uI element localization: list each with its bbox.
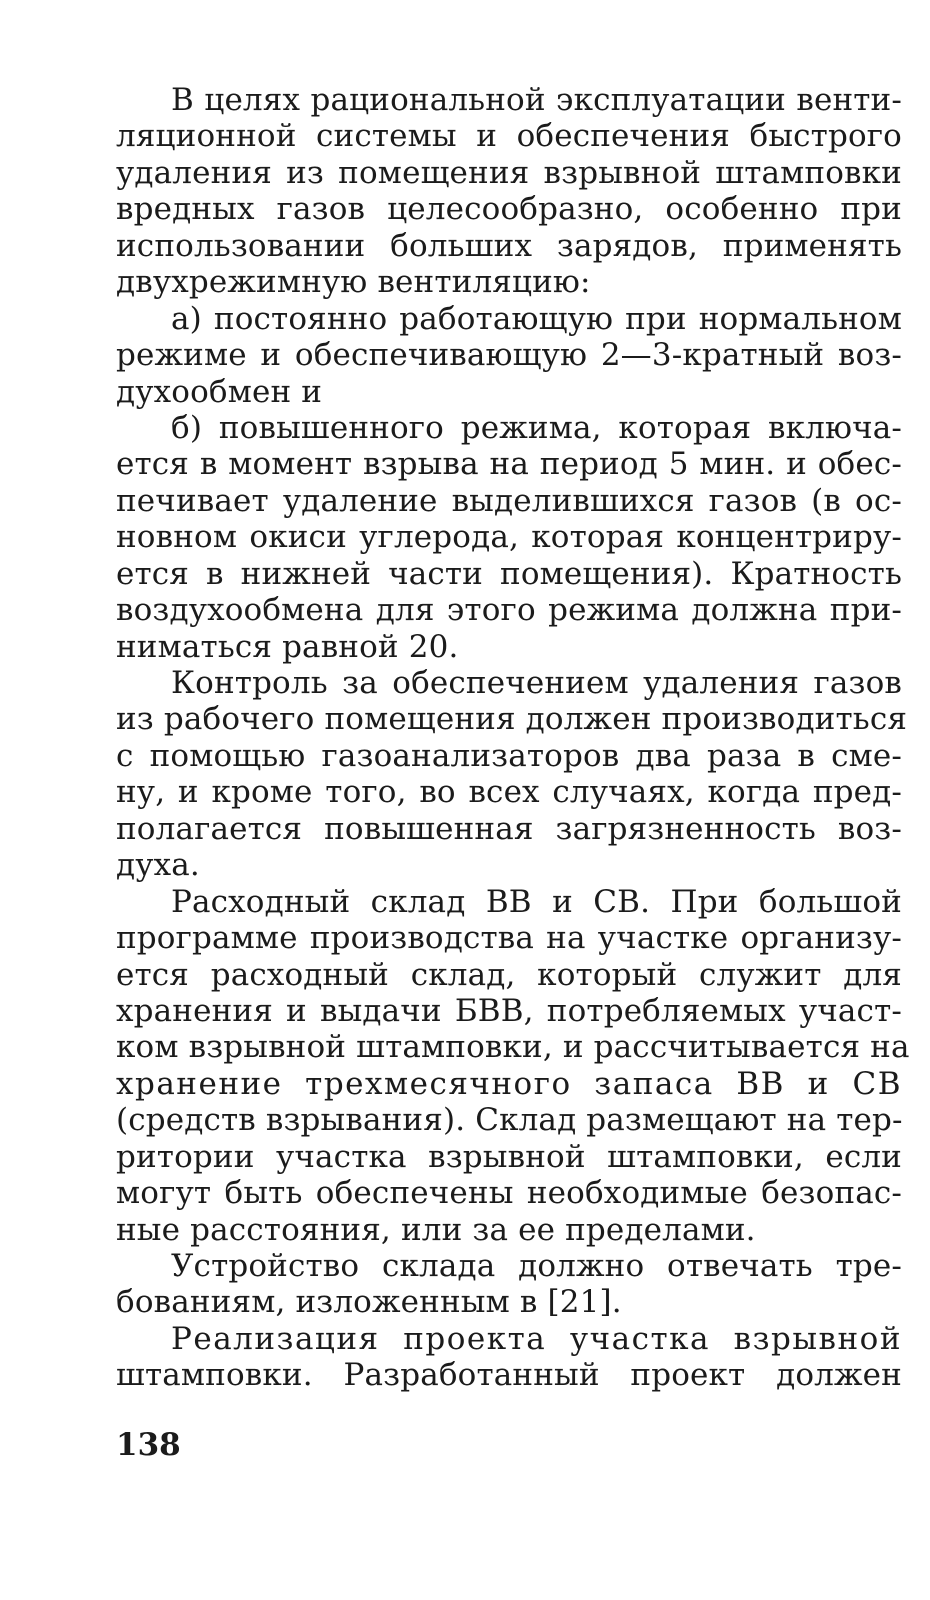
- text-line: режиме и обеспечивающую 2—3-кратный воз-: [116, 337, 902, 374]
- page-number: 138: [116, 1427, 181, 1463]
- text-line: Устройство склада должно отвечать тре-: [171, 1248, 902, 1284]
- text-line: В целях рациональной эксплуатации венти-: [171, 82, 902, 118]
- text-line: ется расходный склад, который служит для: [116, 956, 902, 993]
- text-line: воздухообмена для этого режима должна при-: [116, 592, 902, 629]
- text-line: а) постоянно работающую при нормальном: [171, 300, 902, 337]
- text-line: с помощью газоанализаторов два раза в сме-: [116, 737, 902, 774]
- text-line: ные расстояния, или за ее пределами.: [116, 1211, 756, 1248]
- text-line: духа.: [116, 847, 200, 884]
- text-line: хранение трехмесячного запаса ВВ и СВ: [116, 1065, 902, 1102]
- text-line: ется в нижней части помещения). Кратность: [116, 555, 902, 592]
- text-line: (средств взрывания). Склад размещают на тер-: [116, 1102, 903, 1139]
- text-line: использовании больших зарядов, применять: [116, 227, 902, 264]
- text-line: из рабочего помещения должен производиться: [116, 701, 908, 738]
- text-line: программе производства на участке организу-: [116, 920, 902, 957]
- text-line: могут быть обеспечены необходимые безопас-: [116, 1175, 902, 1212]
- text-line: ляционной системы и обеспечения быстрого: [116, 118, 902, 155]
- text-line: ну, и кроме того, во всех случаях, когда пред-: [116, 774, 902, 811]
- text-line: ритории участка взрывной штамповки, если: [116, 1138, 902, 1175]
- text-line: бованиям, изложенным в [21].: [116, 1284, 622, 1321]
- text-line: вредных газов целесообразно, особенно при: [116, 191, 902, 228]
- text-line: ком взрывной штамповки, и рассчитывается на: [116, 1029, 910, 1066]
- text-line: ниматься равной 20.: [116, 628, 459, 665]
- text-line: удаления из помещения взрывной штамповки: [116, 154, 902, 191]
- text-line: печивает удаление выделившихся газов (в ос-: [116, 482, 902, 519]
- text-line: штамповки. Разработанный проект должен: [116, 1357, 902, 1394]
- text-line: Расходный склад ВВ и СВ. При большой: [171, 883, 902, 920]
- text-line: полагается повышенная загрязненность воз-: [116, 810, 902, 847]
- body-text: [116, 82, 910, 1394]
- text-line: хранения и выдачи БВВ, потребляемых участ-: [116, 992, 902, 1029]
- text-line: б) повышенного режима, которая включа-: [171, 409, 902, 446]
- text-line: Реализация проекта участка взрывной: [171, 1320, 902, 1357]
- text-line: духообмен и: [116, 373, 323, 410]
- text-line: двухрежимную вентиляцию:: [116, 264, 591, 301]
- text-line: ется в момент взрыва на период 5 мин. и обес-: [116, 446, 902, 483]
- text-line: Контроль за обеспечением удаления газов: [171, 665, 902, 701]
- text-line: новном окиси углерода, которая концентриру-: [116, 519, 902, 556]
